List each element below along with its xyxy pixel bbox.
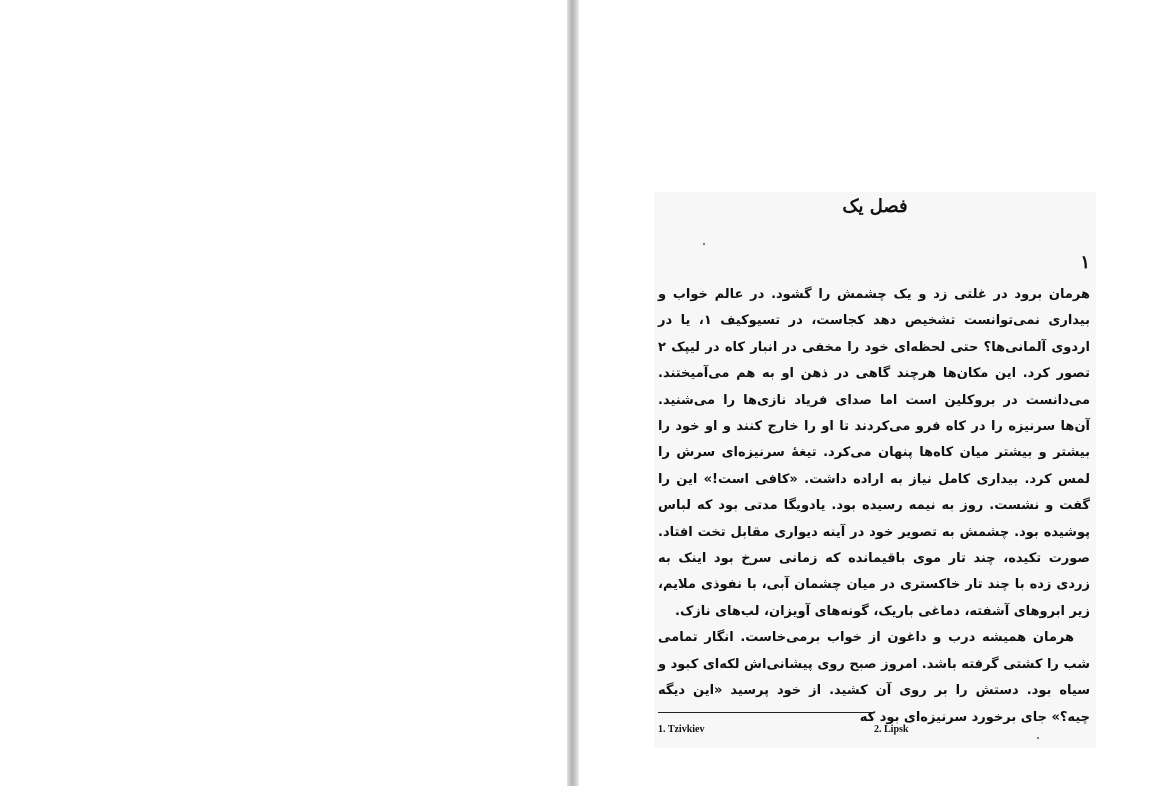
footnote-2: 2. Lipsk <box>874 724 909 735</box>
left-page-blank <box>0 0 567 786</box>
scan-speck <box>1037 737 1039 739</box>
body-text <box>658 282 1090 731</box>
chapter-title: فصل یک <box>842 196 908 217</box>
paragraph-2: هرمان همیشه درب و داغون از خواب برمی‌خاست. انگار تمامی شب را کشتی گرفته باشد. امروز صبح روی پیشانی‌اش لکه‌ای کبود و سیاه بود. دستش را بر روی آن کشید. از خود پرسید «این دیگه چیه؟» جای برخورد سرنیزه‌ای بود که <box>658 630 1090 725</box>
book-gutter <box>567 0 579 786</box>
section-number: ۱ <box>1080 252 1090 273</box>
scan-speck <box>703 243 705 245</box>
scanned-page <box>654 192 1096 748</box>
right-page <box>579 0 1152 786</box>
footnote-1: 1. Tzivkiev <box>658 724 705 735</box>
paragraph-1: هرمان برود در غلتی زد و یک چشمش را گشود. در عالم خواب و بیداری نمی‌توانست تشخیص دهد کجاست، در تسیوکیف ۱، یا در اردوی آلمانی‌ها؟ حتی لحظه‌ای خود را مخفی در انبار کاه در لیپک ۲ تصور کرد. این مکان‌ها هرچند گاهی در ذهن او به هم می‌آمیختند. می‌دانست در بروکلین است اما صدای فریاد نازی‌ها را می‌شنید. آن‌ها سرنیزه را در کاه فرو می‌کردند تا او را خارج کنند و او خود را بیشتر و بیشتر میان کاه‌ها پنهان می‌کرد. تیغهٔ سرنیزه‌ای سرش را لمس کرد. بیداری کامل نیاز به اراده داشت. «کافی است!» این را گفت و نشست. روز به نیمه رسیده بود. یادویگا مدتی بود که لباس پوشیده بود. چشمش به تصویر خود در آینه دیواری مقابل تخت افتاد. صورت تکیده، چند تار موی باقیمانده که زمانی سرخ بود اینک به زردی زده با چند تار خاکستری در میان چشمان آبی، با نفوذی ملایم، زیر ابروهای آشفته، دماغی باریک، گونه‌های آویزان، لب‌های نازک. <box>658 287 1090 619</box>
footnote-rule <box>658 712 874 713</box>
